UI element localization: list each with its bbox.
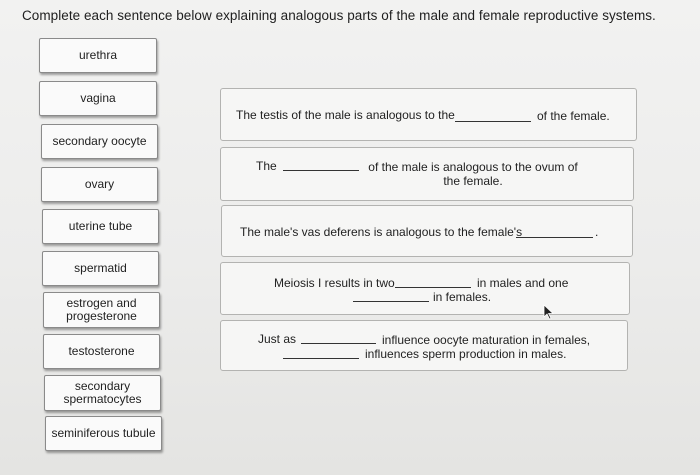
sentence-2-blank[interactable] — [283, 170, 359, 171]
answer-chip-secondary-oocyte[interactable]: secondary oocyte — [41, 124, 158, 159]
sentence-2-text-end: of the male is analogous to the ovum of the female. — [368, 160, 578, 188]
sentence-card-1 — [220, 88, 637, 141]
sentence-5-text-end: influences sperm production in males. — [365, 347, 567, 361]
answer-chip-vagina[interactable]: vagina — [39, 81, 157, 116]
answer-chip-secondary-spermatocytes[interactable]: secondary spermatocytes — [44, 375, 161, 411]
answer-chip-seminiferous-tubule[interactable]: seminiferous tubule — [45, 416, 162, 451]
answer-chip-urethra[interactable]: urethra — [39, 38, 157, 73]
sentence-2-text-start: The — [256, 159, 277, 173]
sentence-1-text-start: The testis of the male is analogous to the — [236, 108, 455, 122]
answer-chip-ovary[interactable]: ovary — [41, 167, 158, 202]
sentence-5-blank-1[interactable] — [301, 343, 376, 344]
answer-chip-testosterone[interactable]: testosterone — [43, 334, 160, 369]
instructions-text: Complete each sentence below explaining analogous parts of the male and female reproductive systems. — [22, 8, 656, 23]
sentence-3-text-end: . — [595, 225, 599, 239]
sentence-card-3 — [221, 205, 633, 257]
sentence-4-blank-1[interactable] — [395, 287, 471, 288]
sentence-card-5 — [220, 320, 628, 371]
sentence-5-blank-2[interactable] — [283, 358, 359, 359]
sentence-5-text-start: Just as — [258, 332, 297, 346]
sentence-3-text-start: The male's vas deferens is analogous to the female's — [240, 225, 523, 239]
sentence-4-text-end: in females. — [433, 290, 492, 304]
sentence-1-text-end: of the female. — [537, 109, 610, 123]
answer-chip-estrogen-and-progesterone[interactable]: estrogen and progesterone — [43, 292, 160, 328]
answer-chip-spermatid[interactable]: spermatid — [42, 251, 159, 286]
answer-chip-uterine-tube[interactable]: uterine tube — [42, 209, 159, 244]
sentence-5-text-middle: influence oocyte maturation in females, — [382, 333, 591, 347]
sentence-4-text-start: Meiosis I results in two — [274, 276, 395, 290]
sentence-4-blank-2[interactable] — [353, 301, 429, 302]
sentence-card-4 — [220, 262, 630, 315]
sentence-card-2 — [220, 147, 634, 201]
sentence-1-blank[interactable] — [455, 121, 531, 122]
sentence-3-blank[interactable] — [516, 237, 593, 238]
sentence-4-text-middle: in males and one — [477, 276, 569, 290]
mouse-pointer-icon — [543, 304, 554, 320]
